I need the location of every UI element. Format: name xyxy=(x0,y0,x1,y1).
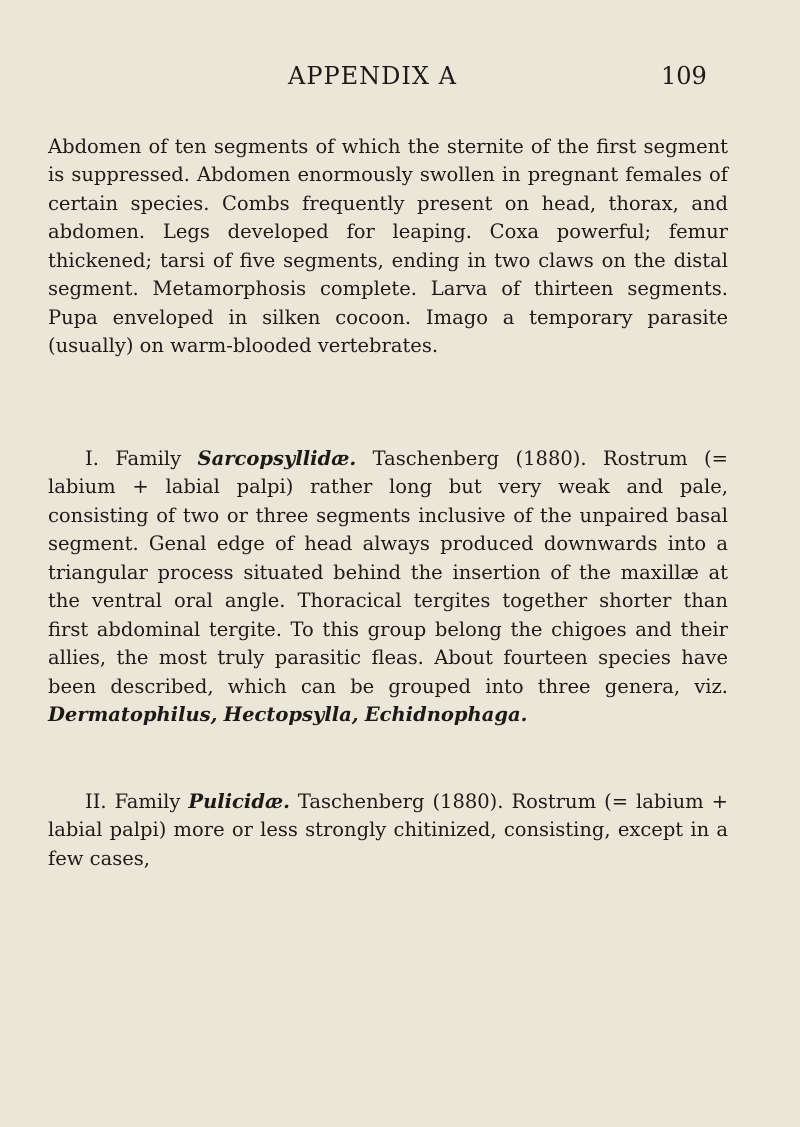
page-header xyxy=(0,62,800,98)
family-heading-lead: II. Family xyxy=(85,789,189,813)
genus-dermatophilus: Dermatophilus, xyxy=(48,703,218,726)
paragraph-family-sarcopsyllidae xyxy=(48,445,728,730)
genus-echidnophaga: Echidnophaga. xyxy=(364,703,528,726)
paragraph-abdomen: Abdomen of ten segments of which the sternite of the first segment is suppressed. Abdomen enormously swollen in pregnant females of certain species. Combs frequently present on head, thorax, and abdomen. Legs developed for leaping. Coxa powerful; femur thickened; tarsi of five segments, ending in two claws on the distal segment. Metamorphosis complete. Larva of thirteen segments. Pupa enveloped in silken cocoon. Imago a temporary parasite (usually) on warm-blooded vertebrates. xyxy=(48,134,728,357)
page-number: 109 xyxy=(661,62,707,90)
running-title: APPENDIX A xyxy=(288,62,457,90)
family-description: Taschenberg (1880). Rostrum (= labium + labial palpi) more or less strongly chitinized, consisting, except in a few cases, xyxy=(48,789,728,870)
family-name-pulicidae: Pulicidæ. xyxy=(188,789,290,813)
paragraph-family-pulicidae xyxy=(48,788,728,874)
family-description: Taschenberg (1880). Rostrum (= labium + labial palpi) rather long but very weak and pale, consisting of two or three segments inclusive of the unpaired basal segment. Genal edge of head always produced downwards into a triangular process situated behind the insertion of the maxillæ at the ventral oral angle. Thoracical tergites together shorter than first abdominal tergite. To this group belong the chigoes and their allies, the most truly parasitic fleas. About fourteen species have been described, which can be grouped into three genera, viz. xyxy=(48,446,728,698)
family-heading-lead: I. Family xyxy=(85,446,198,470)
family-name-sarcopsyllidae: Sarcopsyllidæ. xyxy=(197,446,357,470)
genus-hectopsylla: Hectopsylla, xyxy=(223,703,359,726)
